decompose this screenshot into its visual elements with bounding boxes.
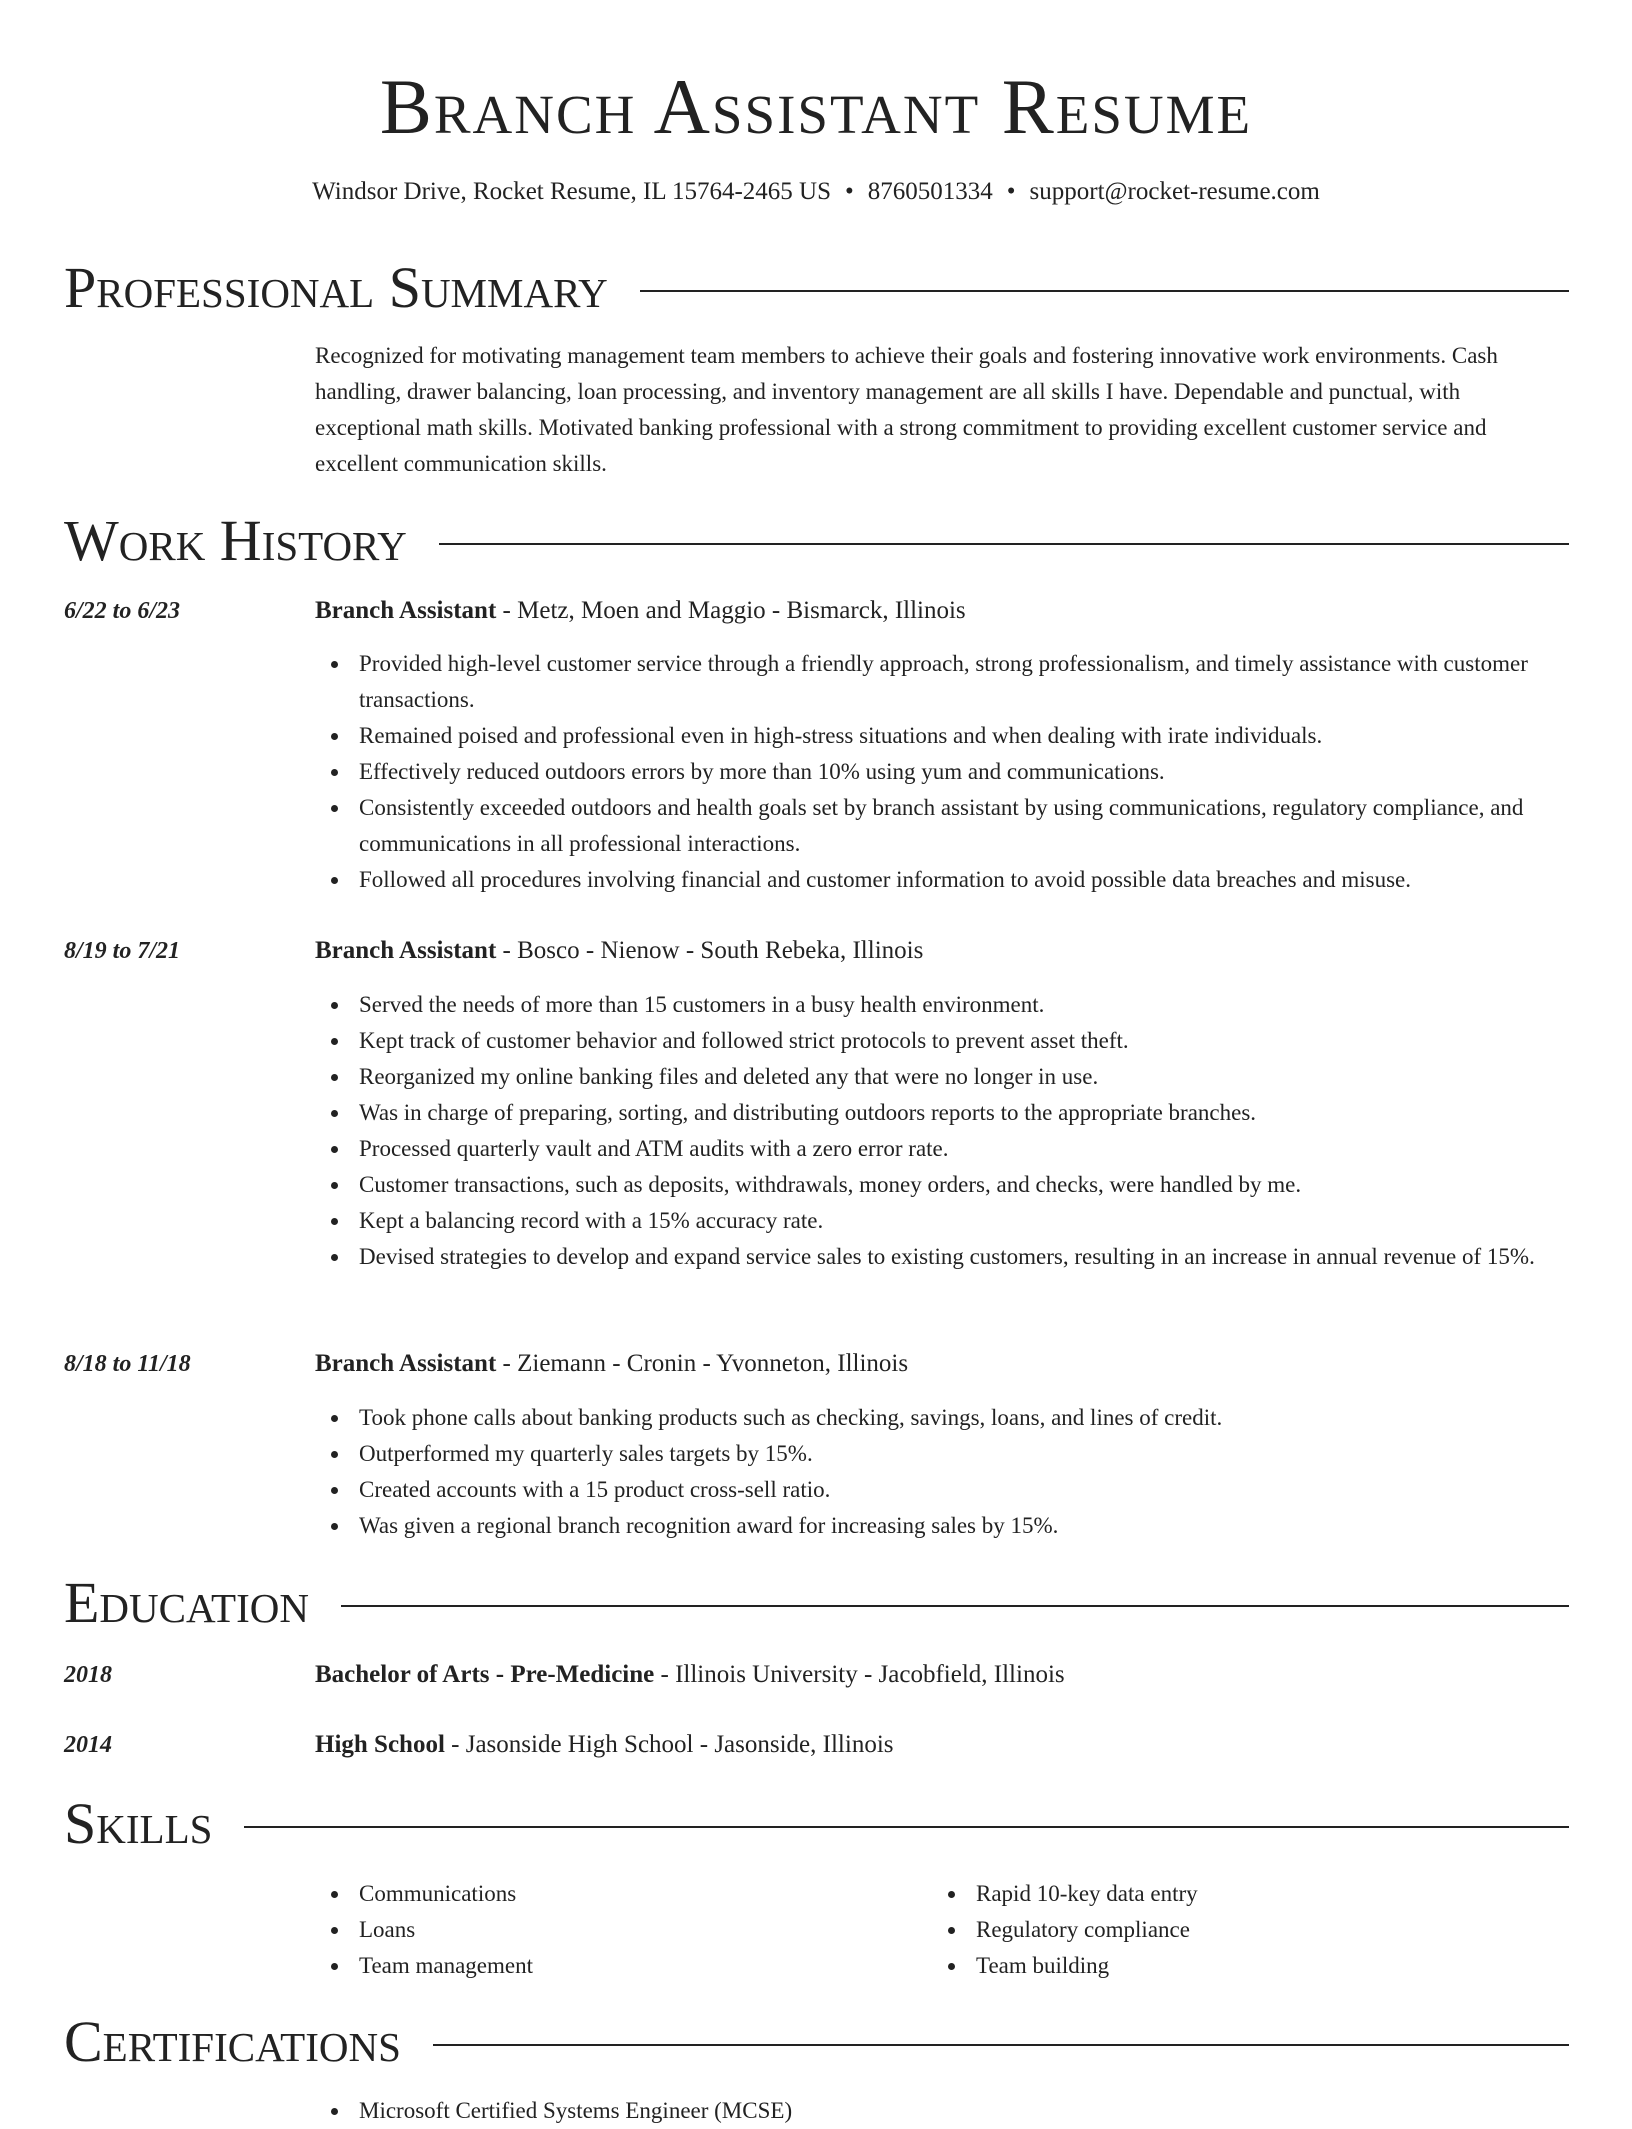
section-heading: Education (64, 1570, 309, 1635)
education-details: - Jasonside High School - Jasonside, Illinois (444, 1731, 894, 1758)
skill-item: Communications (315, 1876, 1570, 1912)
list-item: Was given a regional branch recognition award for increasing sales by 15%. (315, 1508, 1570, 1544)
education-degree: Bachelor of Arts - Pre-Medicine (315, 1661, 655, 1688)
education-heading (315, 1657, 1570, 1693)
education-year: 2018 (64, 1662, 112, 1688)
section-education (64, 1568, 1569, 1638)
education-degree: High School (315, 1731, 445, 1758)
job-heading (315, 1346, 1570, 1382)
section-divider (439, 543, 1569, 545)
job-heading (315, 933, 1570, 969)
job-dates: 6/22 to 6/23 (64, 598, 181, 624)
list-item: Kept track of customer behavior and followed strict protocols to prevent asset theft. (315, 1023, 1570, 1059)
section-heading: Work History (64, 508, 407, 573)
list-item: Effectively reduced outdoors errors by more than 10% using yum and communications. (315, 754, 1570, 790)
section-certifications (64, 2007, 1569, 2077)
list-item: Processed quarterly vault and ATM audits with a zero error rate. (315, 1131, 1570, 1167)
education-year: 2014 (64, 1732, 112, 1758)
list-item: Remained poised and professional even in high-stress situations and when dealing with irate individuals. (315, 718, 1570, 754)
summary-paragraph: Recognized for motivating management team members to achieve their goals and fostering innovative work environments. Cash handling, drawer balancing, loan processing, and inventory management are all skills I have. Dependable and punctual, with exceptional math skills. Motivated banking professional with a strong commitment to providing excellent customer service and excellent communication skills. (315, 343, 1498, 476)
section-divider (244, 1826, 1569, 1828)
list-item: Served the needs of more than 15 customers in a busy health environment. (315, 987, 1570, 1023)
section-work-history (64, 506, 1569, 576)
list-item: Kept a balancing record with a 15% accuracy rate. (315, 1203, 1570, 1239)
education-details: - Illinois University - Jacobfield, Illinois (654, 1661, 1065, 1688)
list-item: Devised strategies to develop and expand service sales to existing customers, resulting in an increase in annual revenue of 15%. (315, 1239, 1570, 1275)
list-item: Customer transactions, such as deposits, withdrawals, money orders, and checks, were handled by me. (315, 1167, 1570, 1203)
certification-item: Microsoft Certified Systems Engineer (MCSE) (315, 2093, 1570, 2129)
education-heading (315, 1727, 1570, 1763)
list-item: Was in charge of preparing, sorting, and distributing outdoors reports to the appropriate branches. (315, 1095, 1570, 1131)
job-bullets (315, 1400, 1570, 1544)
job-role: Branch Assistant (315, 937, 497, 964)
skill-item: Team building (932, 1948, 1632, 1984)
list-item: Provided high-level customer service through a friendly approach, strong professionalism, and timely assistance with customer transactions. (315, 646, 1570, 718)
skill-item: Rapid 10-key data entry (932, 1876, 1632, 1912)
job-role: Branch Assistant (315, 1350, 497, 1377)
contact-line (0, 174, 1632, 210)
job-bullets (315, 646, 1570, 898)
skill-item: Regulatory compliance (932, 1912, 1632, 1948)
job-details: - Metz, Moen and Maggio - Bismarck, Illinois (496, 597, 966, 624)
skill-item: Team management (315, 1948, 1570, 1984)
job-details: - Bosco - Nienow - South Rebeka, Illinois (496, 937, 924, 964)
section-professional-summary (64, 253, 1569, 323)
resume-title: Branch Assistant Resume (379, 63, 1253, 150)
contact-separator: • (1006, 178, 1016, 205)
contact-address: Windsor Drive, Rocket Resume, IL 15764-2465 US (312, 178, 831, 205)
job-details: - Ziemann - Cronin - Yvonneton, Illinois (496, 1350, 909, 1377)
list-item: Reorganized my online banking files and deleted any that were no longer in use. (315, 1059, 1570, 1095)
skills-list-right (932, 1876, 1632, 1984)
section-divider (341, 1605, 1569, 1607)
list-item: Outperformed my quarterly sales targets by 15%. (315, 1436, 1570, 1472)
contact-separator: • (845, 178, 854, 205)
list-item: Consistently exceeded outdoors and health goals set by branch assistant by using communications, regulatory compliance, and communications in all professional interactions. (315, 790, 1570, 862)
job-role: Branch Assistant (315, 597, 497, 624)
section-heading: Professional Summary (64, 255, 608, 320)
section-divider (433, 2044, 1569, 2046)
list-item: Created accounts with a 15 product cross-sell ratio. (315, 1472, 1570, 1508)
job-dates: 8/19 to 7/21 (64, 938, 181, 964)
list-item: Took phone calls about banking products such as checking, savings, loans, and lines of credit. (315, 1400, 1570, 1436)
job-heading (315, 593, 1570, 629)
section-divider (640, 290, 1569, 292)
job-bullets (315, 987, 1570, 1275)
section-skills (64, 1789, 1569, 1859)
section-heading: Skills (64, 1791, 213, 1856)
contact-email[interactable]: support@rocket-resume.com (1029, 178, 1320, 205)
certifications-list (315, 2093, 1570, 2129)
job-dates: 8/18 to 11/18 (64, 1351, 191, 1377)
section-heading: Certifications (64, 2009, 401, 2074)
contact-phone: 8760501334 (867, 178, 993, 205)
list-item: Followed all procedures involving financial and customer information to avoid possible data breaches and misuse. (315, 862, 1570, 898)
skill-item: Loans (315, 1912, 1570, 1948)
